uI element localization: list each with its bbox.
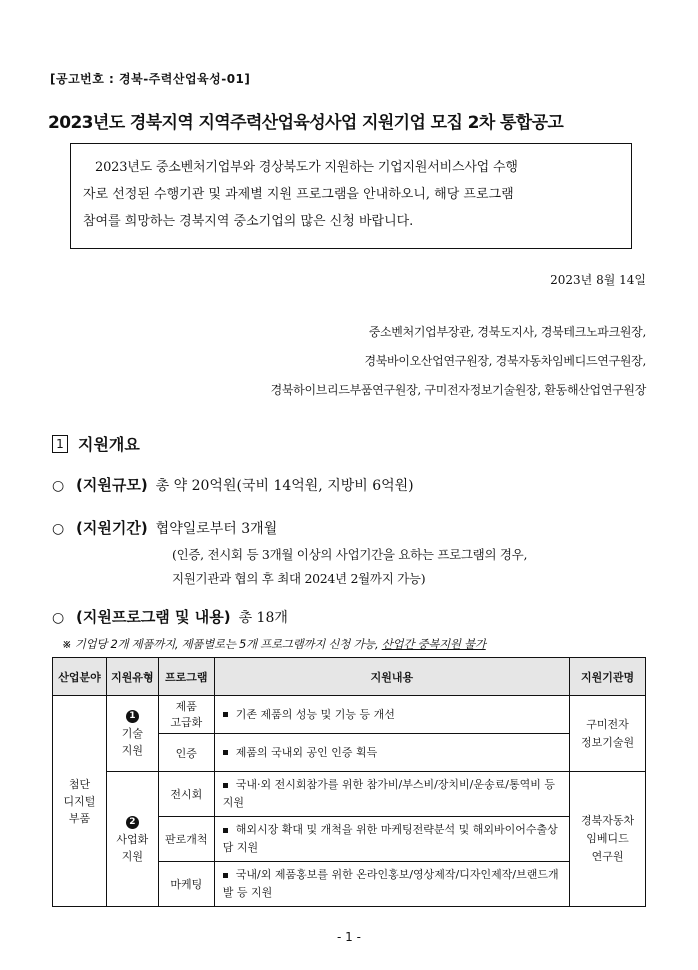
bullet-label: (지원프로그램 및 내용) [76,608,231,626]
section-number: 1 [52,435,68,453]
number-circle-icon: 1 [126,710,139,723]
intro-line: 참여를 희망하는 경북지역 중소기업의 많은 신청 바랍니다. [83,214,414,229]
notice-date: 2023년 8월 14일 [550,273,646,287]
agency-cell: 구미전자 정보기술원 [570,696,646,772]
table-header: 산업분야 [53,658,107,696]
program-cell: 제품 고급화 [158,696,214,734]
period-note-line: (인증, 전시회 등 3개월 이상의 사업기간을 요하는 프로그램의 경우, [172,547,528,562]
table-row [53,696,646,734]
period-note [172,543,527,591]
signer-line: 중소벤처기업부장관, 경북도지사, 경북테크노파크원장, [368,325,646,339]
program-cell: 마케팅 [158,862,214,907]
table-header: 지원유형 [106,658,158,696]
content-cell [214,862,569,907]
square-bullet-icon [223,712,228,717]
table-row [53,772,646,817]
program-cell: 판로개척 [158,817,214,862]
table-header: 지원기관명 [570,658,646,696]
signers [271,318,646,405]
intro-box [70,143,632,249]
content-text: 국내·외 전시회참가를 위한 참가비/부스비/장치비/운송료/통역비 등 지원 [222,778,555,809]
footnote-text: ※ 기업당 2개 제품까지, 제품별로는 5개 프로그램까지 신청 가능, [62,637,379,651]
circle-bullet-icon: ○ [52,478,65,494]
section-title: 지원개요 [78,435,140,454]
support-type-cell [106,696,158,772]
content-cell [214,817,569,862]
bullet-scale [52,474,414,495]
bullet-program [52,606,288,627]
period-note-line: 지원기관과 협의 후 최대 2024년 2월까지 가능) [172,571,426,586]
content-text: 제품의 국내외 공인 인증 획득 [235,745,378,759]
circle-bullet-icon: ○ [52,521,65,537]
signer-line: 경북바이오산업연구원장, 경북자동차임베디드연구원장, [364,354,646,368]
support-type-cell [106,772,158,907]
support-type: 사업화 지원 [116,832,149,863]
content-text: 기존 제품의 성능 및 기능 등 개선 [235,707,395,721]
content-cell [214,772,569,817]
content-text: 해외시장 확대 및 개척을 위한 마케팅전략분석 및 해외바이어수출상담 지원 [222,823,558,854]
bullet-label: (지원기간) [76,519,148,537]
program-cell: 인증 [158,734,214,772]
table-header: 프로그램 [158,658,214,696]
intro-line: 자로 선정된 수행기관 및 과제별 지원 프로그램을 안내하오니, 해당 프로그램 [83,187,514,202]
footnote-underlined: 산업간 중복지원 불가 [381,637,486,651]
square-bullet-icon [223,873,228,878]
document-title: 2023년도 경북지역 지역주력산업육성사업 지원기업 모집 2차 통합공고 [48,113,564,133]
table-header-row [53,658,646,696]
page-number: - 1 - [337,930,361,944]
table-header: 지원내용 [214,658,569,696]
bullet-value: 협약일로부터 3개월 [155,521,278,537]
signer-line: 경북하이브리드부품연구원장, 구미전자정보기술원장, 환동해산업연구원장 [270,383,646,397]
program-cell: 전시회 [158,772,214,817]
circle-bullet-icon: ○ [52,610,65,626]
bullet-label: (지원규모) [76,476,148,494]
square-bullet-icon [223,783,228,788]
square-bullet-icon [223,750,228,755]
industry-cell: 첨단 디지털 부품 [53,696,107,907]
content-text: 국내/외 제품홍보를 위한 온라인홍보/영상제작/디자인제작/브랜드개발 등 지원 [222,868,559,899]
bullet-period [52,517,277,538]
bullet-value: 총 약 20억원(국비 14억원, 지방비 6억원) [155,478,414,494]
square-bullet-icon [223,828,228,833]
content-cell [214,734,569,772]
section-heading [52,432,140,455]
content-cell [214,696,569,734]
number-circle-icon: 2 [126,816,139,829]
agency-cell: 경북자동차 임베디드 연구원 [570,772,646,907]
program-table [52,657,646,907]
bullet-value: 총 18개 [238,610,288,626]
support-type: 기술 지원 [121,727,143,757]
intro-line: 2023년도 중소벤처기업부와 경상북도가 지원하는 기업지원서비스사업 수행 [95,160,518,175]
footnote [62,636,486,652]
notice-number: [공고번호 : 경북-주력산업육성-01] [50,72,251,86]
